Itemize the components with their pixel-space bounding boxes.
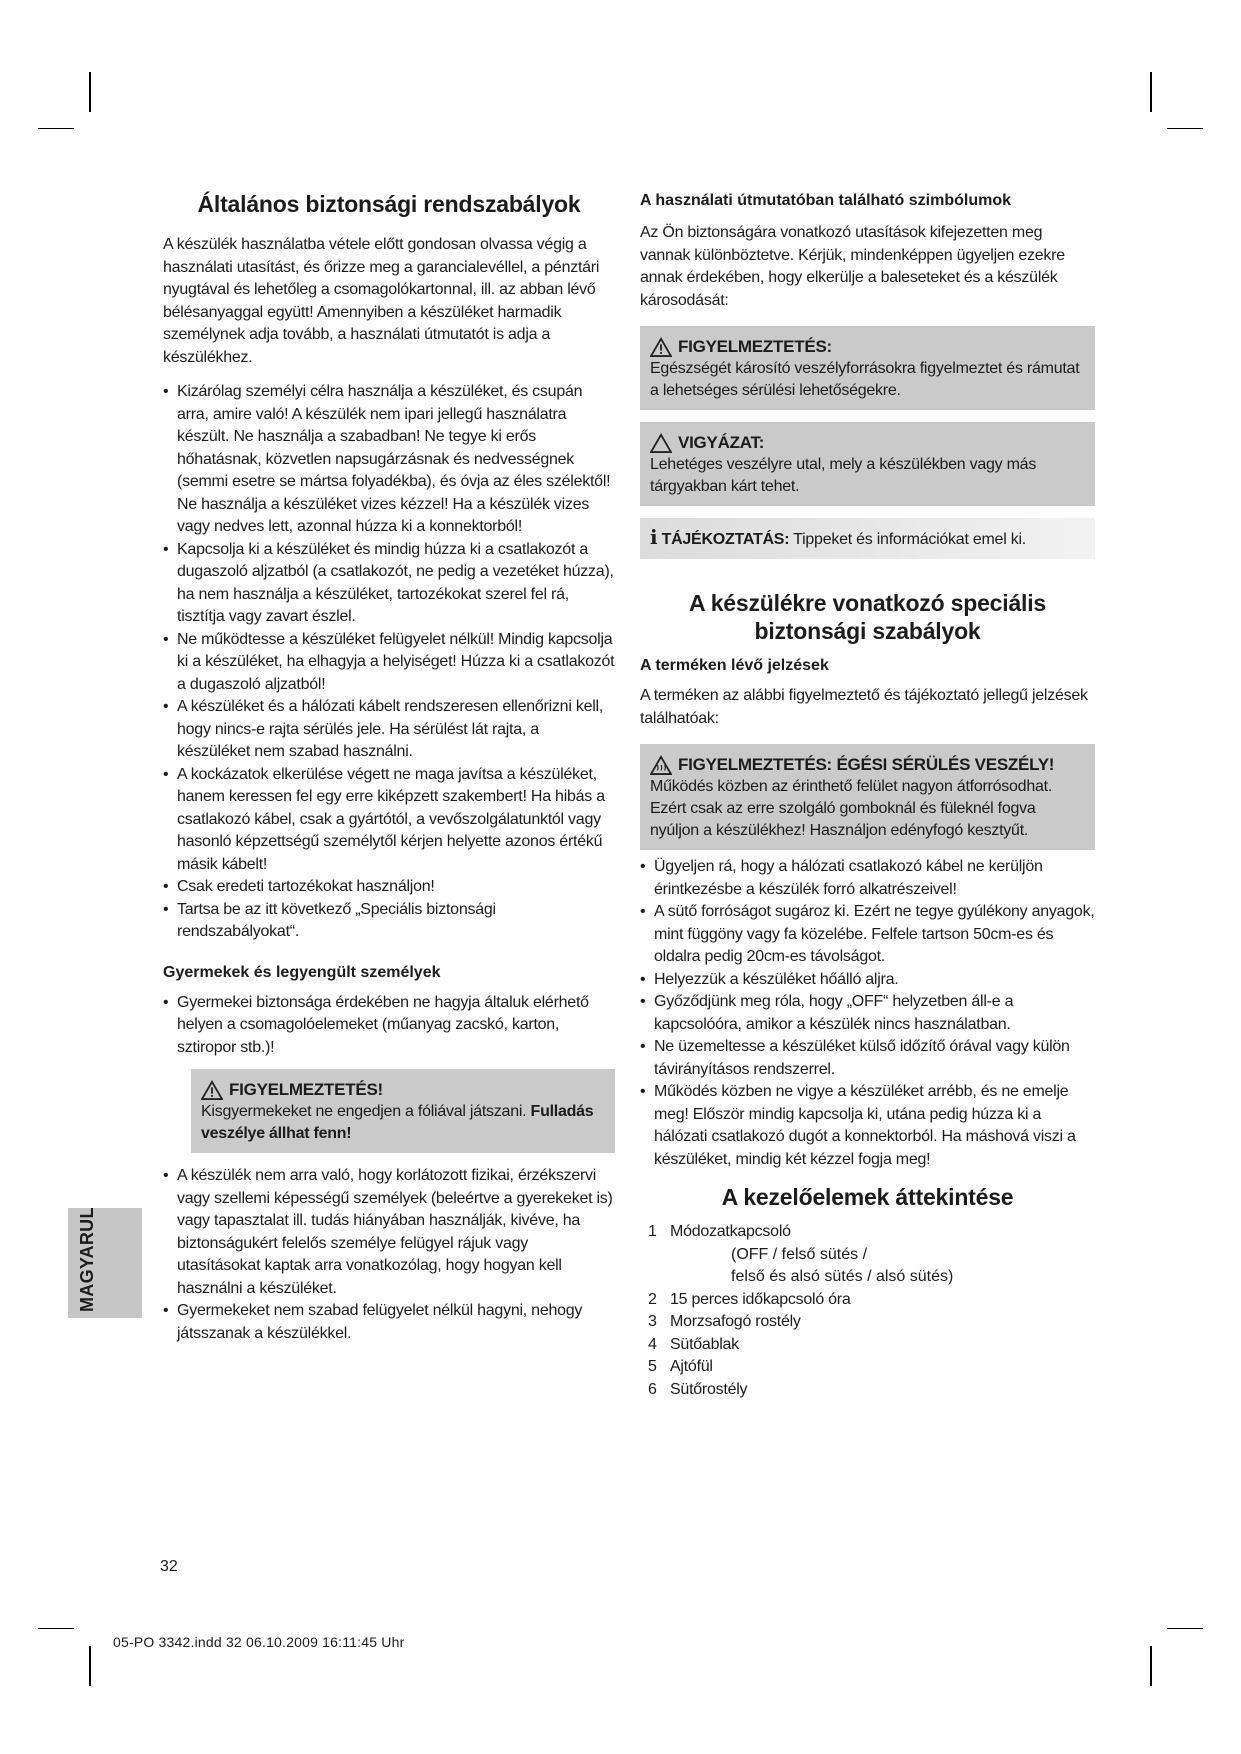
crop-mark [1167,1628,1203,1629]
control-number: 5 [648,1358,657,1375]
controls-list [648,1221,1095,1401]
list-item: • Gyermekeket nem szabad felügyelet nélkül hagyni, nehogy játsszanak a készülékkel. [163,1300,615,1345]
caution-title [650,432,1085,454]
list-item: • Gyermekei biztonsága érdekében ne hagyja általuk elérhető helyen a csomagolóelemeket (műanyag zacskó, karton, sztiropor stb.)! [163,992,615,1060]
hot-surface-icon [650,755,672,775]
list-item: • Győződjünk meg róla, hogy „OFF“ helyzetben áll-e a kapcsolóóra, amikor a készülék nincs használatban. [640,991,1095,1036]
crop-mark [38,1628,74,1629]
special-safety-title-line1: A készülékre vonatkozó speciális [688,590,1047,616]
warning-title-text: FIGYELMEZTETÉS! [229,1080,383,1099]
box-title-text: VIGYÁZAT: [678,433,765,452]
special-safety-title-line2: biztonsági szabályok [754,618,981,644]
box-title-text: FIGYELMEZTETÉS: ÉGÉSI SÉRÜLÉS VESZÉLY! [678,755,1055,774]
info-text: Tippeket és információkat emel ki. [793,531,1026,548]
list-item: • Helyezzük a készüléket hőálló aljra. [640,969,1095,992]
list-item: • Ügyeljen rá, hogy a hálózati csatlakozó kábel ne kerüljön érintkezésbe a készülék forró alkatrészeivel! [640,856,1095,901]
crop-mark [38,128,74,129]
caution-triangle-icon [650,433,672,453]
box-text: Egészségét károsító veszélyforrásokra figyelmeztet és rámutat a lehetséges sérülési lehetőségekre. [650,360,1080,399]
warning-box-children [191,1069,615,1153]
list-item: • Tartsa be az itt következő „Speciális biztonsági rendszabályokat“. [163,899,615,944]
control-detail: (OFF / felső sütés / [731,1245,868,1263]
general-safety-list [163,381,615,944]
control-number: 2 [648,1290,657,1308]
warning-bold-text: Fulladás veszélye állhat fenn! [201,1103,594,1142]
crop-mark [1150,1646,1152,1686]
controls-title: A kezelőelemek áttekintése [721,1184,1014,1210]
control-item [648,1311,1095,1334]
control-number: 3 [648,1313,657,1330]
list-item: • A kockázatok elkerülése végett ne maga javítsa a készüléket, hanem keressen fel egy erre kiképzett szakembert! Ha hibás a csatlakozó kábel, csak a gyártótól, a vevőszolgálatunktól vagy hasonló képzettségű személytől kérjen helyette azonos értékű másik kábelt! [163,764,615,877]
warning-triangle-icon [201,1080,223,1100]
info-label: TÁJÉKOZTATÁS: [661,531,790,548]
warning-triangle-icon [650,337,672,357]
control-label: Módozatkapcsoló [670,1223,791,1240]
control-item [648,1356,1095,1379]
box-text: Lehetéges veszélyre utal, mely a készülékben vagy más tárgyakban kárt tehet. [650,456,1037,495]
control-item [648,1221,1095,1244]
control-item [648,1379,1095,1402]
control-number: 1 [648,1223,657,1240]
list-item: • Kizárólag személyi célra használja a készüléket, és csupán arra, amire való! A készülék nem ipari jellegű használatra készült. Ne használja a szabadban! Ne tegye ki erős hőhatásnak, közvetlen napsugárzásnak és nedvességnek (semmi esetre se mártsa folyadékba), és óvja az éles szélektől! Ne használja a készüléket vizes kézzel! Ha a készülék vizes vagy nedves lett, azonnal húzza ki a konnektorból! [163,381,615,539]
list-item: • Kapcsolja ki a készüléket és mindig húzza ki a csatlakozót a dugaszoló aljzatból (a csatlakozót, ne pedig a vezetéket húzza), ha nem használja a készüléket, tartozékokat szerel fel rá, tisztítja vagy zavart észlel. [163,539,615,629]
burn-warning-box [640,744,1095,850]
warning-text: Kisgyermekeket ne engedjen a fóliával játszani. [201,1103,527,1120]
general-safety-intro: A készülék használatba vétele előtt gondosan olvassa végig a használati utasítást, és őrizze meg a garancialevéllel, a pénztári nyugtával és lehetőleg a csomagolókartonnal, ill. az abban lévő bélésanyaggal együtt! Amennyiben a készüléket harmadik személynek adja tovább, a használati útmutatót is adja a készülékhez. [163,236,600,366]
crop-mark [89,1646,91,1686]
warning-title [201,1079,605,1101]
burn-warning-title [650,754,1085,776]
crop-mark [1150,72,1152,112]
control-label: Sütőrostély [670,1380,748,1398]
list-item: • A készülék nem arra való, hogy korlátozott fizikai, érzékszervi vagy szellemi képességű személyek (beleértve a gyerekeket is) vagy tapasztalat ill. tudás hiányában használják, kivéve, ha biztonságukért felelős személye felügyel rájuk vagy utasításokat kaptak arra vonatkozólag, hogy hogyan kell használni a készüléket. [163,1165,615,1300]
product-heading: A terméken lévő jelzések [640,657,829,674]
control-number: 6 [648,1380,657,1398]
control-item [648,1289,1095,1312]
box-text: Működés közben az érinthető felület nagyon átforrósodhat. Ezért csak az erre szolgáló gomboknál és füleknél fogva nyúljon a készülékhez! Használjon edényfogó kesztyűt. [650,778,1053,839]
control-label: Morzsafogó rostély [670,1313,801,1330]
language-tab-label: MAGYARUL [77,1207,97,1312]
control-detail: felső és alsó sütés / alsó sütés) [731,1268,954,1285]
symbols-intro: Az Ön biztonságára vonatkozó utasítások kifejezetten meg vannak különböztetve. Kérjük, mindenképpen ügyeljen ezekre annak érdekében, hogy elkerülje a baleseteket és a készülék károsodását: [640,224,1065,309]
language-tab [68,1208,142,1318]
info-box [640,518,1095,559]
children-heading: Gyermekek és legyengült személyek [163,963,441,981]
list-item: • Működés közben ne vigye a készüléket arrébb, és ne emelje meg! Először mindig kapcsolja ki, utána pedig húzza ki a hálózati csatlakozó dugót a konnektorból. Ha máshová viszi a készüléket, mindig két kézzel fogja meg! [640,1081,1095,1171]
product-intro: A terméken az alábbi figyelmeztető és tájékoztató jellegű jelzések találhatóak: [640,687,1088,727]
print-footer: 05-PO 3342.indd 32 06.10.2009 16:11:45 Uhr [113,1634,405,1650]
symbols-heading: A használati útmutatóban található szimbólumok [640,192,1011,209]
list-item: • A készüléket és a hálózati kábelt rendszeresen ellenőrizni kell, hogy nincs-e rajta sérülés jele. Ha sérülést lát rajta, a készüléket nem szabad használni. [163,696,615,764]
page-number: 32 [160,1558,178,1575]
control-label: Ajtófül [670,1358,713,1375]
info-icon: i [650,525,658,549]
box-title-text: FIGYELMEZTETÉS: [678,337,832,356]
left-column [163,190,615,1359]
list-item: • A sütő forróságot sugároz ki. Ezért ne tegye gyúlékony anyagok, mint függöny vagy fa közelébe. Felfele tartson 50cm-es és oldalra pedig 20cm-es távolságot. [640,901,1095,969]
general-safety-title: Általános biztonsági rendszabályok [197,191,581,217]
special-safety-title [640,589,1095,645]
children-list-2 [163,1165,615,1345]
right-column [640,190,1095,1401]
crop-mark [89,72,91,112]
list-item: • Ne működtesse a készüléket felügyelet nélkül! Mindig kapcsolja ki a készüléket, ha elhagyja a helyiséget! Húzza ki a csatlakozót a dugaszoló aljzatból! [163,629,615,697]
caution-box [640,422,1095,506]
children-list [163,992,615,1060]
warning-box [640,326,1095,410]
control-label: 15 perces időkapcsoló óra [670,1290,851,1308]
control-item [648,1334,1095,1357]
control-number: 4 [648,1335,657,1353]
warning-title [650,336,1085,358]
crop-mark [1167,128,1203,129]
list-item: • Csak eredeti tartozékokat használjon! [163,876,615,899]
control-label: Sütőablak [670,1335,739,1353]
product-safety-list [640,856,1095,1171]
list-item: • Ne üzemeltesse a készüléket külső időzítő órával vagy külön távirányításos rendszerrel. [640,1036,1095,1081]
